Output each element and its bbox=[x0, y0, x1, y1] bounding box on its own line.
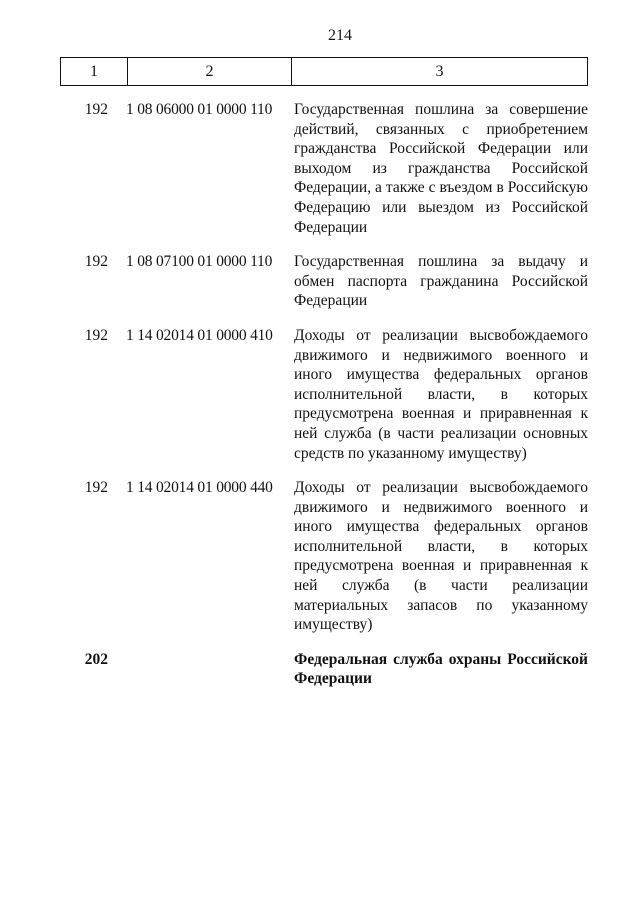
agency-name: Федеральная служба охраны Российской Федерации bbox=[294, 650, 588, 688]
table-row bbox=[60, 100, 588, 237]
column-header-3: 3 bbox=[292, 58, 588, 86]
revenue-description: Государственная пошлина за выдачу и обмен паспорта гражданина Российской Федерации bbox=[294, 253, 588, 310]
column-header-1: 1 bbox=[61, 58, 128, 86]
page-number: 214 bbox=[328, 27, 352, 44]
budget-code: 1 08 06000 01 0000 110 bbox=[126, 101, 273, 118]
budget-code: 1 14 02014 01 0000 410 bbox=[126, 326, 273, 344]
agency-heading-row bbox=[60, 650, 588, 689]
budget-code: 1 14 02014 01 0000 440 bbox=[126, 479, 273, 497]
admin-code: 192 bbox=[84, 479, 108, 497]
table-row bbox=[60, 478, 588, 635]
table-row bbox=[60, 252, 588, 311]
column-header-table bbox=[60, 57, 588, 86]
column-header-2: 2 bbox=[128, 58, 292, 86]
budget-code: 1 08 07100 01 0000 110 bbox=[126, 253, 273, 271]
admin-code: 192 bbox=[84, 101, 108, 118]
admin-code: 192 bbox=[84, 253, 108, 271]
revenue-description: Доходы от реализации высвобождаемого движимого и недвижимого военного и иного имущества федеральных органов исполнительной власти, в которых предусмотрена военная и приравненная к ней служба (в части реализации основных средств по указанному имуществу) bbox=[294, 326, 588, 462]
revenue-description: Доходы от реализации высвобождаемого движимого и недвижимого военного и иного имущества федеральных органов исполнительной власти, в которых предусмотрена военная и приравненная к ней служба (в части реализации материальных запасов по указанному имуществу) bbox=[294, 479, 588, 634]
table-row bbox=[60, 326, 588, 463]
revenue-description: Государственная пошлина за совершение действий, связанных с приобретением гражданства Российской Федерации или выходом из гражданства Российской Федерации, а также с въездом в Российскую Федерацию или выездом из Российской Федерации bbox=[294, 101, 588, 236]
admin-code: 192 bbox=[84, 326, 108, 344]
admin-code: 202 bbox=[84, 650, 108, 668]
column-header-row bbox=[61, 58, 588, 86]
budget-code bbox=[126, 650, 294, 689]
classification-rows bbox=[60, 100, 588, 704]
